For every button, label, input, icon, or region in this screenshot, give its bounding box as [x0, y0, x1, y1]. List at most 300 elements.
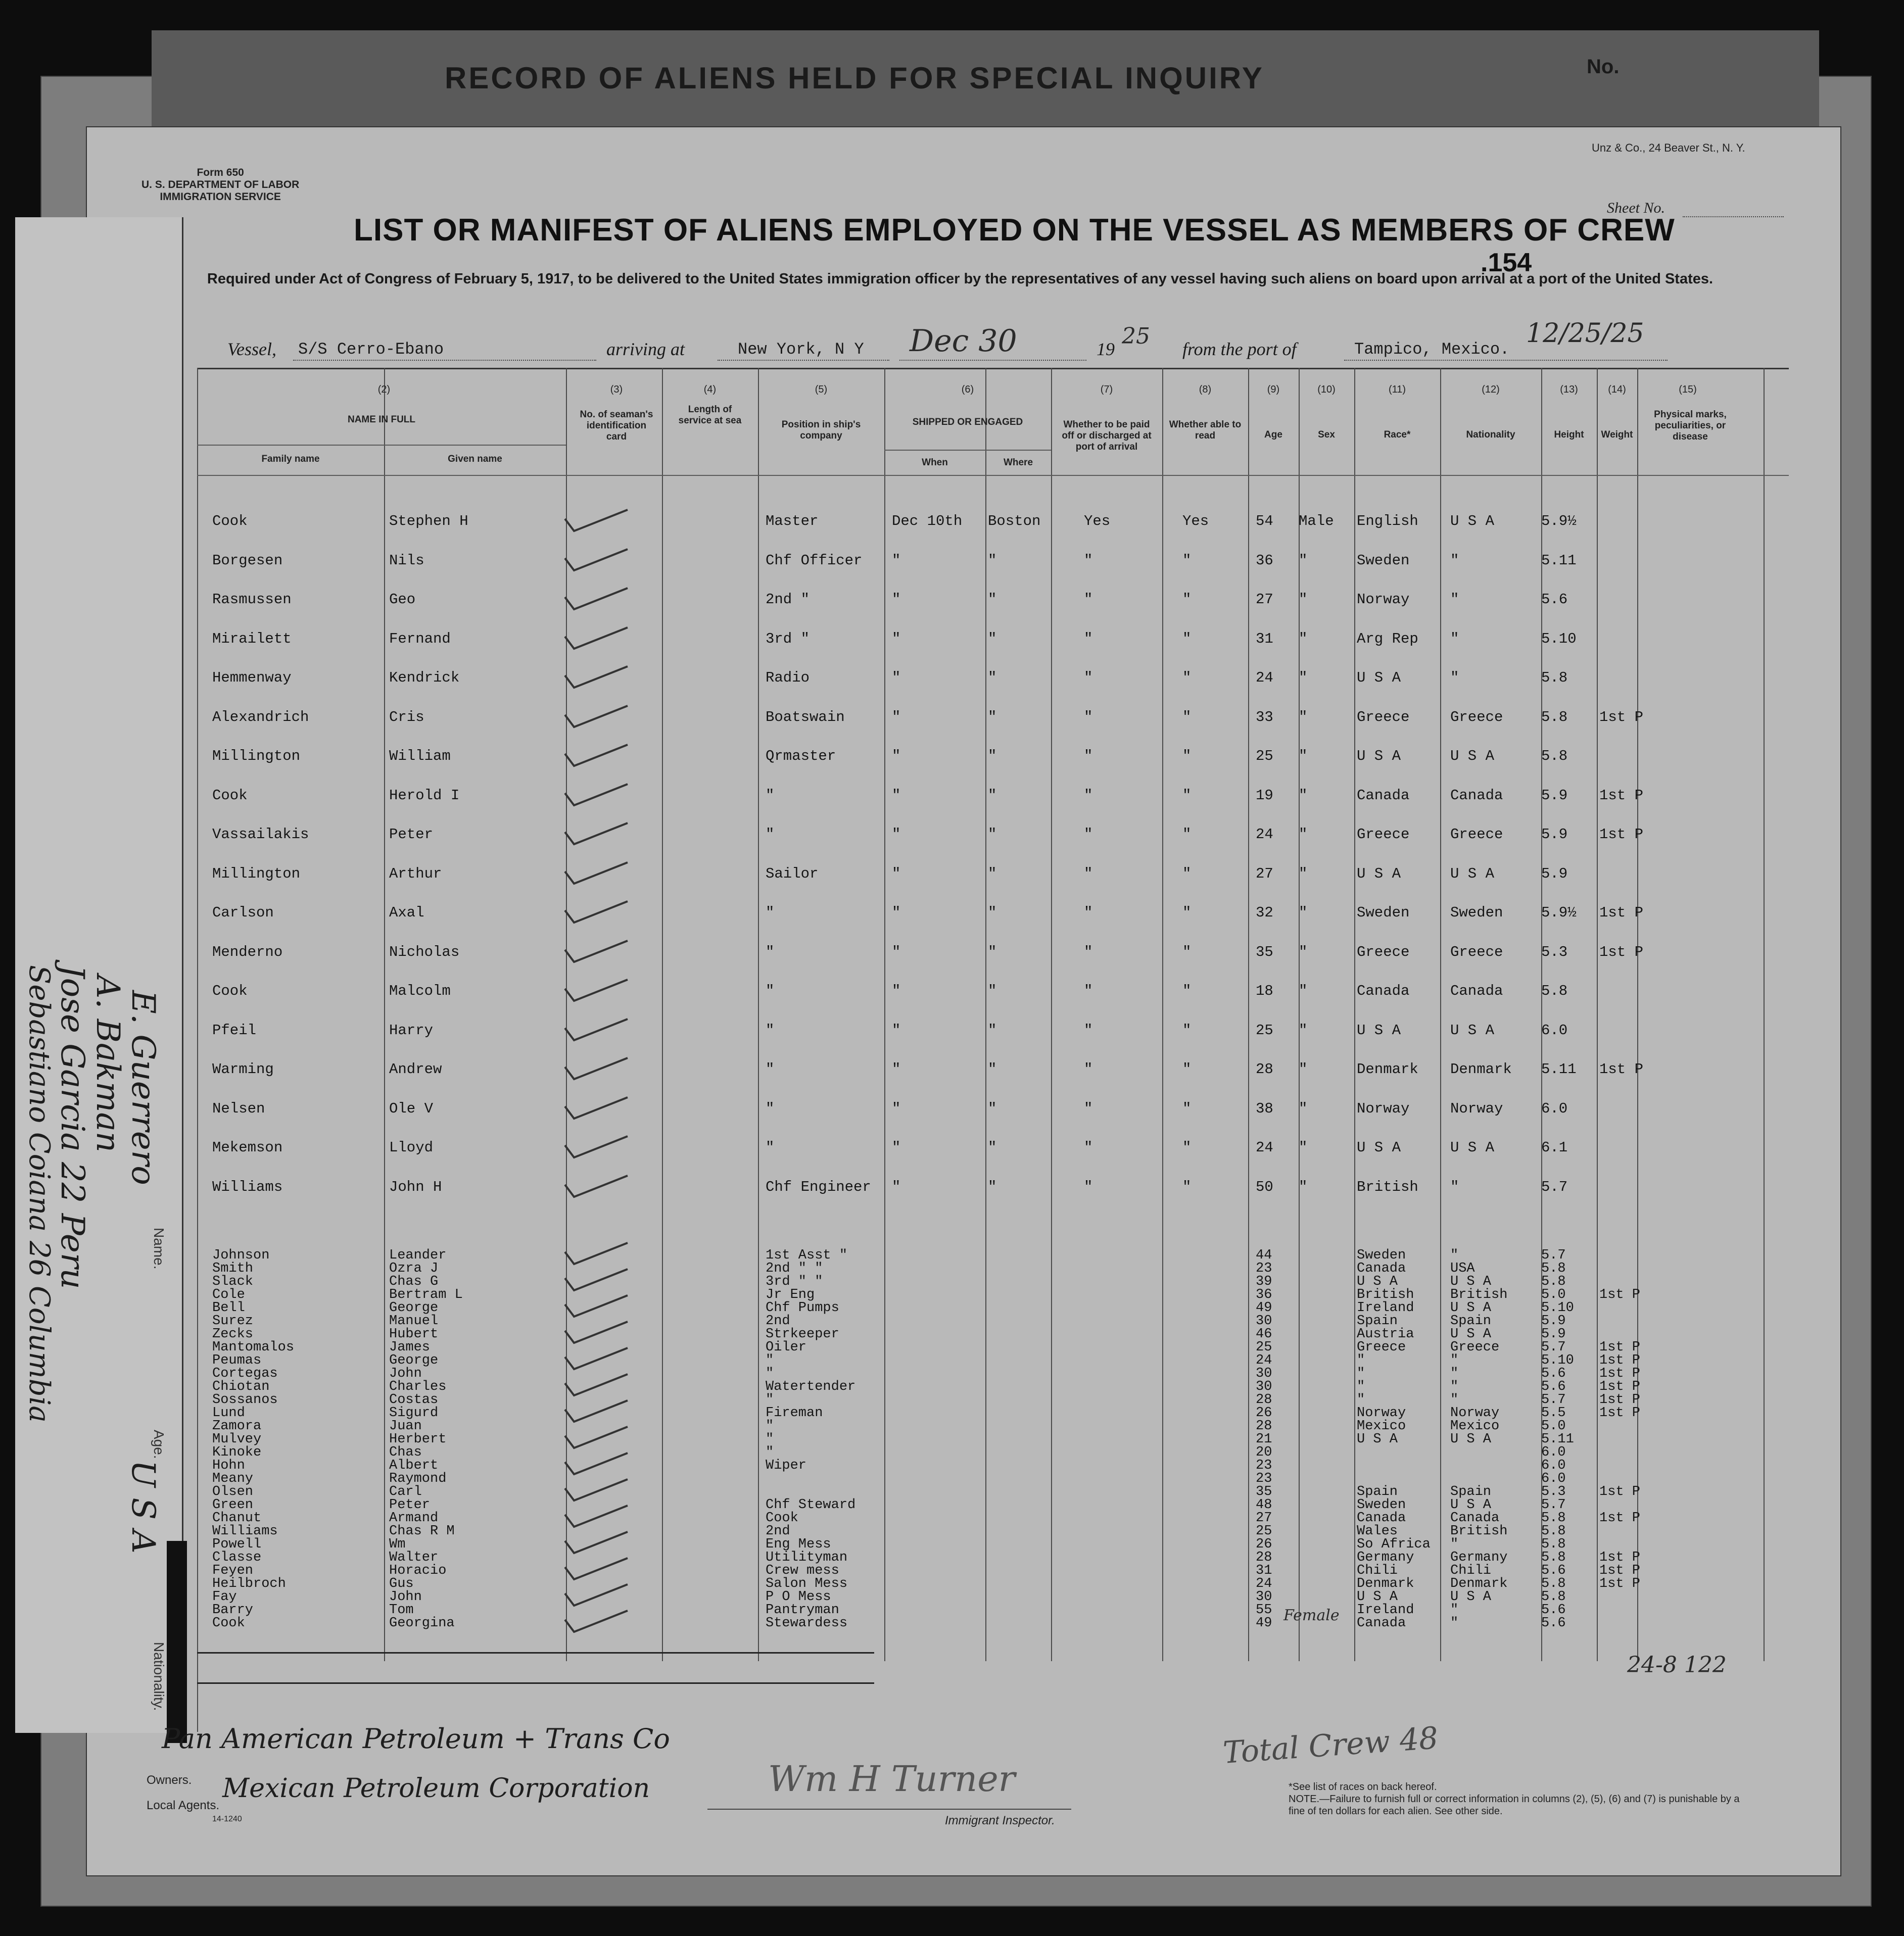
cell-where: " — [988, 904, 997, 921]
grid-column-line — [1051, 368, 1052, 1661]
cell-age: 38 — [1256, 1100, 1273, 1117]
vessel-label: Vessel, — [227, 339, 276, 359]
cell-race: " — [1357, 1366, 1365, 1381]
cell-sex: " — [1299, 904, 1308, 921]
cell-age: 30 — [1256, 1589, 1272, 1605]
colnum-11: (11) — [1388, 384, 1406, 395]
cell-position: Chf Steward — [766, 1497, 856, 1513]
cell-family: Cook — [212, 513, 248, 529]
cell-height: 6.1 — [1541, 1139, 1568, 1156]
background-sheet-title: RECORD OF ALIENS HELD FOR SPECIAL INQUIRY — [445, 61, 1264, 95]
colnum-13: (13) — [1560, 384, 1578, 395]
cell-weight: 1st P — [1599, 1379, 1641, 1394]
form-line-1: Form 650 — [197, 167, 244, 178]
slip-age-label: Age. — [151, 1430, 167, 1459]
cell-weight: 1st P — [1599, 1511, 1641, 1526]
cell-height: 5.7 — [1541, 1248, 1566, 1263]
cell-paid: Yes — [1084, 513, 1111, 529]
cell-read: " — [1182, 1178, 1192, 1195]
cell-family: Olsen — [212, 1484, 254, 1499]
cell-height: 5.5 — [1541, 1406, 1566, 1421]
cell-sex: " — [1299, 1139, 1308, 1156]
cell-family: Peumas — [212, 1353, 262, 1368]
cell-position: 2nd " " — [766, 1261, 823, 1276]
cell-height: 5.7 — [1541, 1392, 1566, 1408]
colhead-id-card: No. of seaman's identification card — [580, 409, 653, 442]
id-card-check-mark — [561, 1267, 632, 1292]
id-card-check-mark — [561, 743, 632, 768]
cell-race: Norway — [1357, 1406, 1406, 1421]
cell-family: Mirailett — [212, 630, 292, 647]
id-card-check-mark — [561, 1174, 632, 1199]
cell-sex: " — [1299, 865, 1308, 882]
cell-read: " — [1182, 552, 1192, 569]
cell-height: 5.6 — [1541, 1379, 1566, 1394]
cell-age: 24 — [1256, 1576, 1272, 1591]
id-card-check-mark — [561, 1556, 632, 1581]
cell-paid: " — [1084, 669, 1093, 686]
cell-height: 5.8 — [1541, 1550, 1566, 1565]
cell-weight: 1st P — [1599, 1576, 1641, 1591]
cell-age: 28 — [1256, 1392, 1272, 1408]
cell-paid: " — [1084, 943, 1093, 960]
cell-family: Cortegas — [212, 1366, 278, 1381]
cell-age: 20 — [1256, 1445, 1272, 1460]
cell-sex: " — [1299, 708, 1308, 725]
cell-given: Axal — [389, 904, 424, 921]
cell-position: Strkeeper — [766, 1327, 839, 1342]
grid-column-line — [1248, 368, 1249, 1661]
colhead-paid-off: Whether to be paid off or discharged at port of arrival — [1062, 419, 1152, 452]
cell-read: " — [1182, 865, 1192, 882]
binding-shadow — [167, 1541, 187, 1743]
from-port-label: from the port of — [1182, 339, 1297, 359]
cell-weight: 1st P — [1599, 943, 1644, 960]
cell-nat: Greece — [1450, 708, 1503, 725]
cell-position: Radio — [766, 669, 810, 686]
cell-sex: " — [1299, 552, 1308, 569]
cell-height: 5.8 — [1541, 669, 1568, 686]
cell-position: " — [766, 1022, 775, 1039]
cell-given: Raymond — [389, 1471, 447, 1486]
cell-race: Canada — [1357, 983, 1410, 999]
cell-nat: Canada — [1450, 1511, 1500, 1526]
cell-age: 33 — [1256, 708, 1273, 725]
cell-family: Sossanos — [212, 1392, 278, 1408]
cell-age: 25 — [1256, 1340, 1272, 1355]
cell-nat: " — [1450, 1392, 1459, 1408]
cell-position: P O Mess — [766, 1589, 831, 1605]
cell-nat: " — [1450, 669, 1459, 686]
colhead-where: Where — [1003, 457, 1033, 468]
id-card-check-mark — [561, 1241, 632, 1266]
grid-column-line — [985, 368, 986, 1661]
cell-age: 25 — [1256, 1022, 1273, 1039]
cell-position: Master — [766, 513, 819, 529]
cell-when: " — [892, 1139, 901, 1156]
cell-given: Peter — [389, 1497, 431, 1513]
cell-given: Armand — [389, 1511, 439, 1526]
cell-position: " — [766, 943, 775, 960]
cell-weight: 1st P — [1599, 1550, 1641, 1565]
cell-given: Harry — [389, 1022, 434, 1039]
cell-when: " — [892, 591, 901, 608]
inspector-signature: Wm H Turner — [768, 1758, 1016, 1800]
cell-weight: 1st P — [1599, 1366, 1641, 1381]
id-card-check-mark — [561, 782, 632, 807]
cell-family: Cole — [212, 1287, 245, 1302]
cell-family: Menderno — [212, 943, 283, 960]
cell-age: 30 — [1256, 1366, 1272, 1381]
cell-given: Arthur — [389, 865, 442, 882]
cell-position: Boatswain — [766, 708, 845, 725]
cell-age: 27 — [1256, 1511, 1272, 1526]
cell-family: Hemmenway — [212, 669, 292, 686]
cell-height: 5.8 — [1541, 1589, 1566, 1605]
colnum-10: (10) — [1317, 384, 1336, 395]
cell-sex: " — [1299, 787, 1308, 804]
left-attached-slip — [15, 217, 183, 1733]
colnum-3: (3) — [610, 384, 623, 395]
cell-height: 5.9½ — [1541, 904, 1577, 921]
cell-position: " — [766, 1419, 774, 1434]
from-port: Tampico, Mexico. — [1354, 340, 1510, 359]
cell-nat: British — [1450, 1287, 1508, 1302]
cell-family: Smith — [212, 1261, 254, 1276]
cell-given: Horacio — [389, 1563, 447, 1578]
side-code-annotation: 24-8 122 — [1627, 1652, 1727, 1678]
id-card-check-mark — [561, 1320, 632, 1345]
cell-race: Denmark — [1357, 1576, 1414, 1591]
cell-given: John — [389, 1589, 422, 1605]
cell-given: Malcolm — [389, 983, 451, 999]
printer-imprint: Unz & Co., 24 Beaver St., N. Y. — [1592, 141, 1745, 154]
slip-nationality-hand: U S A — [124, 1460, 162, 1554]
cell-family: Classe — [212, 1550, 262, 1565]
cell-position: " — [766, 1432, 774, 1447]
cell-when: " — [892, 865, 901, 882]
cell-paid: " — [1084, 1100, 1093, 1117]
colnum-15: (15) — [1679, 384, 1697, 395]
colhead-able-read: Whether able to read — [1169, 419, 1242, 441]
cell-position: Chf Officer — [766, 552, 863, 569]
cell-paid: " — [1084, 1022, 1093, 1039]
cell-given: Ozra J — [389, 1261, 439, 1276]
id-card-check-mark — [561, 1346, 632, 1371]
cell-weight: 1st P — [1599, 1287, 1641, 1302]
cell-sex: " — [1299, 669, 1308, 686]
cell-race: U S A — [1357, 1589, 1398, 1605]
cell-read: " — [1182, 1061, 1192, 1078]
cell-age: 32 — [1256, 904, 1273, 921]
id-card-check-mark — [561, 547, 632, 572]
grid-column-line — [197, 368, 198, 1732]
colhead-shipped: SHIPPED OR ENGAGED — [912, 417, 1023, 427]
agents-handwritten: Mexican Petroleum Corporation — [222, 1773, 650, 1804]
manifest-title: LIST OR MANIFEST OF ALIENS EMPLOYED ON THE VESSEL AS MEMBERS OF CREW — [354, 213, 1675, 248]
cell-weight: 1st P — [1599, 1563, 1641, 1578]
cell-when: " — [892, 748, 901, 764]
cell-position: Watertender — [766, 1379, 856, 1394]
cell-height: 5.8 — [1541, 708, 1568, 725]
cell-age: 19 — [1256, 787, 1273, 804]
cell-race: U S A — [1357, 1022, 1401, 1039]
cell-age: 27 — [1256, 591, 1273, 608]
cell-height: 5.8 — [1541, 1261, 1566, 1276]
cell-race: Denmark — [1357, 1061, 1418, 1078]
cell-family: Bell — [212, 1300, 245, 1316]
colhead-given-name: Given name — [448, 454, 502, 464]
cell-age: 35 — [1256, 943, 1273, 960]
cell-given: James — [389, 1340, 431, 1355]
cell-read: " — [1182, 943, 1192, 960]
id-card-check-mark — [561, 899, 632, 925]
cell-position: " — [766, 1139, 775, 1156]
cell-family: Millington — [212, 748, 301, 764]
cell-when: " — [892, 1061, 901, 1078]
cell-age: 28 — [1256, 1419, 1272, 1434]
cell-given: Fernand — [389, 630, 451, 647]
cell-nat: British — [1450, 1524, 1508, 1539]
cell-family: Fay — [212, 1589, 237, 1605]
cell-family: Cook — [212, 787, 248, 804]
cell-sex: " — [1299, 1100, 1308, 1117]
cell-given: Costas — [389, 1392, 439, 1408]
cell-height: 5.8 — [1541, 1274, 1566, 1289]
cell-given: Chas G — [389, 1274, 439, 1289]
cell-family: Slack — [212, 1274, 254, 1289]
colhead-weight: Weight — [1601, 429, 1633, 440]
cell-height: 5.6 — [1541, 591, 1568, 608]
cell-height: 5.11 — [1541, 1061, 1577, 1078]
cell-read: " — [1182, 630, 1192, 647]
cell-height: 5.10 — [1541, 630, 1577, 647]
slip-hand-line-1: E. Guerrero — [124, 990, 162, 1185]
cell-nat: Norway — [1450, 1406, 1500, 1421]
cell-paid: " — [1084, 904, 1093, 921]
cell-age: 24 — [1256, 826, 1273, 843]
cell-nat: " — [1450, 1178, 1459, 1195]
colhead-physical: Physical marks, peculiarities, or disease — [1654, 409, 1727, 442]
cell-age: 24 — [1256, 1139, 1273, 1156]
cell-paid: " — [1084, 552, 1093, 569]
grid-column-line — [1764, 368, 1765, 1661]
cell-family: Kinoke — [212, 1445, 262, 1460]
cell-position: Wiper — [766, 1458, 807, 1473]
id-card-check-mark — [561, 586, 632, 611]
grid-column-line — [1440, 368, 1441, 1661]
cell-race: Sweden — [1357, 1497, 1406, 1513]
cell-family: Nelsen — [212, 1100, 265, 1117]
list-number: .154 — [1481, 248, 1532, 277]
cell-age: 54 — [1256, 513, 1273, 529]
cell-position: Oiler — [766, 1340, 807, 1355]
cell-race: Sweden — [1357, 904, 1410, 921]
id-card-check-mark — [561, 508, 632, 533]
cell-age: 46 — [1256, 1327, 1272, 1342]
cell-race: Sweden — [1357, 552, 1410, 569]
cell-height: 5.8 — [1541, 1537, 1566, 1552]
id-card-check-mark — [561, 1477, 632, 1503]
cell-when: " — [892, 1022, 901, 1039]
cell-height: 5.6 — [1541, 1616, 1566, 1631]
colnum-5: (5) — [815, 384, 828, 395]
cell-age: 36 — [1256, 1287, 1272, 1302]
cell-race: British — [1357, 1287, 1414, 1302]
cell-where: " — [988, 748, 997, 764]
cell-family: Mantomalos — [212, 1340, 295, 1355]
id-card-check-mark — [561, 1398, 632, 1424]
cell-position: Qrmaster — [766, 748, 836, 764]
colnum-8: (8) — [1199, 384, 1212, 395]
cell-given: Walter — [389, 1550, 439, 1565]
cell-height: 6.0 — [1541, 1445, 1566, 1460]
colnum-7: (7) — [1100, 384, 1113, 395]
cell-race: English — [1357, 513, 1418, 529]
id-card-check-mark — [561, 1095, 632, 1121]
cell-age: 24 — [1256, 669, 1273, 686]
cell-age: 25 — [1256, 1524, 1272, 1539]
cell-position: Stewardess — [766, 1616, 848, 1631]
cell-read: " — [1182, 983, 1192, 999]
cell-nat: " — [1450, 552, 1459, 569]
form-line-2: U. S. DEPARTMENT OF LABOR — [141, 179, 300, 190]
cell-position: " — [766, 904, 775, 921]
cell-paid: " — [1084, 826, 1093, 843]
slip-hand-line-3: Jose Garcia 22 Peru — [54, 965, 91, 1289]
cell-age: 23 — [1256, 1458, 1272, 1473]
cell-position: " — [766, 983, 775, 999]
cell-position: " — [766, 1353, 774, 1368]
cell-height: 5.0 — [1541, 1287, 1566, 1302]
total-crew-annotation: Total Crew 48 — [1222, 1720, 1440, 1771]
arriving-at: New York, N Y — [738, 340, 864, 359]
cell-nat: U S A — [1450, 748, 1495, 764]
inspector-line — [707, 1809, 1071, 1810]
cell-nat: Canada — [1450, 983, 1503, 999]
cell-nat: USA — [1450, 1261, 1475, 1276]
cell-height: 5.3 — [1541, 1484, 1566, 1499]
date-note-hand: 12/25/25 — [1526, 318, 1644, 349]
cell-given: George — [389, 1300, 439, 1316]
female-annotation: Female — [1283, 1607, 1340, 1624]
cell-family: Warming — [212, 1061, 274, 1078]
cell-race: Chili — [1357, 1563, 1398, 1578]
colhead-length-service: Length of service at sea — [678, 404, 742, 426]
cell-weight: 1st P — [1599, 1061, 1644, 1078]
cell-height: 5.10 — [1541, 1353, 1574, 1368]
cell-where: " — [988, 865, 997, 882]
cell-height: 5.7 — [1541, 1178, 1568, 1195]
colnum-4: (4) — [703, 384, 717, 395]
cell-position: Utilityman — [766, 1550, 848, 1565]
port-underline — [1344, 360, 1668, 361]
cell-where: Boston — [988, 513, 1041, 529]
cell-height: 5.0 — [1541, 1419, 1566, 1434]
cell-weight: 1st P — [1599, 1406, 1641, 1421]
cell-age: 18 — [1256, 983, 1273, 999]
cell-paid: " — [1084, 983, 1093, 999]
id-card-check-mark — [561, 821, 632, 846]
cell-race: U S A — [1357, 1274, 1398, 1289]
colnum-9: (9) — [1267, 384, 1280, 395]
background-sheet-no: No. — [1587, 56, 1620, 78]
cell-age: 36 — [1256, 552, 1273, 569]
cell-nat: Greece — [1450, 826, 1503, 843]
cell-family: Meany — [212, 1471, 254, 1486]
arriving-underline — [718, 360, 889, 361]
cell-weight: 1st P — [1599, 904, 1644, 921]
cell-height: 5.11 — [1541, 552, 1577, 569]
cell-read: " — [1182, 826, 1192, 843]
cell-when: " — [892, 983, 901, 999]
cell-family: Williams — [212, 1178, 283, 1195]
header-bottom-line — [197, 475, 1789, 476]
cell-read: " — [1182, 1100, 1192, 1117]
vessel-name: S/S Cerro-Ebano — [298, 340, 444, 359]
cell-nat: Greece — [1450, 1340, 1500, 1355]
cell-given: Manuel — [389, 1314, 439, 1329]
cell-race: Spain — [1357, 1484, 1398, 1499]
cell-age: 30 — [1256, 1314, 1272, 1329]
cell-height: 5.7 — [1541, 1497, 1566, 1513]
cell-family: Zamora — [212, 1419, 262, 1434]
colhead-age: Age — [1264, 429, 1282, 440]
cell-position: " — [766, 787, 775, 804]
cell-given: Geo — [389, 591, 416, 608]
cell-nat: U S A — [1450, 513, 1495, 529]
cell-when: " — [892, 552, 901, 569]
cell-nat: U S A — [1450, 1432, 1492, 1447]
cell-given: Chas R M — [389, 1524, 455, 1539]
cell-family: Feyen — [212, 1563, 254, 1578]
cell-where: " — [988, 708, 997, 725]
id-card-check-mark — [561, 1372, 632, 1397]
cell-weight: 1st P — [1599, 787, 1644, 804]
cell-race: Greece — [1357, 708, 1410, 725]
cell-given: Georgina — [389, 1616, 455, 1631]
cell-race: " — [1357, 1353, 1365, 1368]
id-card-check-mark — [561, 860, 632, 886]
cell-race: British — [1357, 1178, 1418, 1195]
id-card-check-mark — [561, 978, 632, 1003]
cell-when: " — [892, 826, 901, 843]
cell-race: Norway — [1357, 591, 1410, 608]
cell-family: Rasmussen — [212, 591, 292, 608]
cell-given: Nils — [389, 552, 424, 569]
cell-paid: " — [1084, 1061, 1093, 1078]
cell-read: " — [1182, 787, 1192, 804]
manifest-subtitle: Required under Act of Congress of February 5, 1917, to be delivered to the United States immigration officer by the representatives of any vessel having such aliens on board upon arrival at a port of the United States. — [207, 271, 1713, 287]
cell-age: 44 — [1256, 1248, 1272, 1263]
cell-given: Bertram L — [389, 1287, 463, 1302]
cell-race: Canada — [1357, 1616, 1406, 1631]
cell-age: 21 — [1256, 1432, 1272, 1447]
footnote-race: *See list of races on back hereof. — [1289, 1781, 1437, 1793]
cell-read: " — [1182, 591, 1192, 608]
cell-position: " — [766, 1366, 774, 1381]
cell-height: 5.8 — [1541, 1511, 1566, 1526]
cell-where: " — [988, 787, 997, 804]
cell-when: " — [892, 787, 901, 804]
cell-family: Green — [212, 1497, 254, 1513]
cell-position: Salon Mess — [766, 1576, 848, 1591]
cell-height: 6.0 — [1541, 1100, 1568, 1117]
cell-height: 5.3 — [1541, 943, 1568, 960]
id-card-check-mark — [561, 704, 632, 729]
slip-name-label: Name. — [151, 1228, 167, 1270]
local-agents-label: Local Agents. — [147, 1799, 220, 1812]
